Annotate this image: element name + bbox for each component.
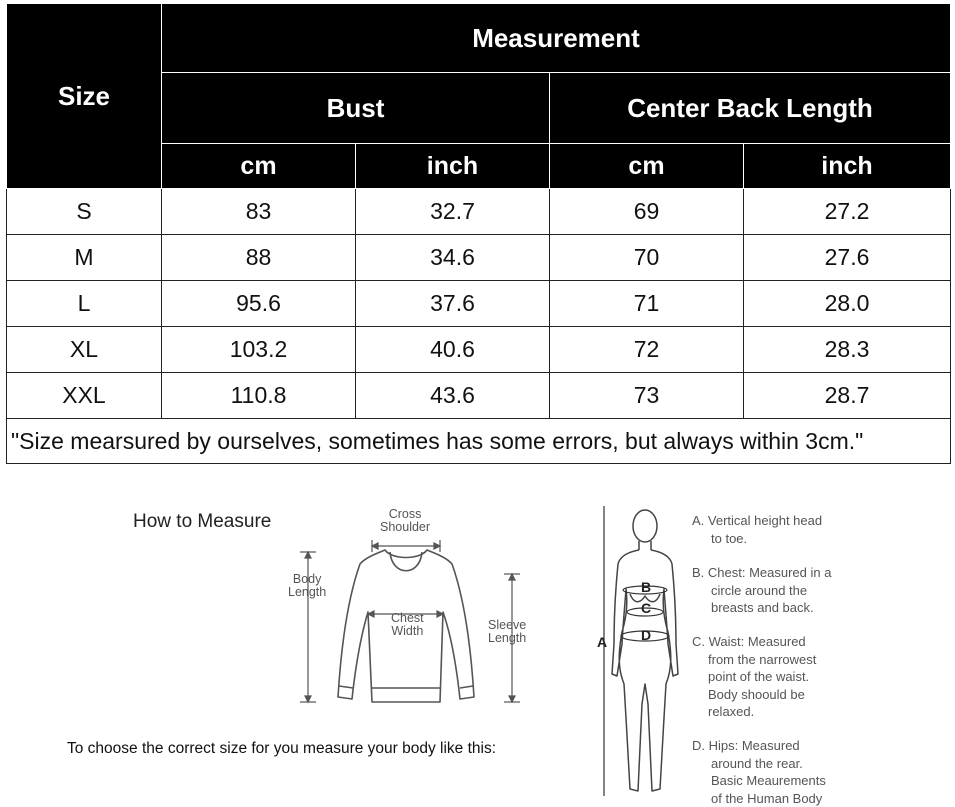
unit-header: cm	[550, 144, 744, 189]
table-row	[7, 281, 951, 327]
cross-shoulder-label	[380, 508, 430, 534]
legend-a-line2: to toe.	[692, 530, 822, 548]
how-to-measure-guide	[0, 472, 955, 802]
length-cm-cell: 70	[550, 235, 744, 281]
size-cell: XL	[7, 327, 162, 373]
length-inch-cell: 27.2	[744, 189, 951, 235]
legend-b-line3: breasts and back.	[692, 599, 831, 617]
body-length-label-line2: Length	[288, 585, 326, 599]
unit-header: inch	[744, 144, 951, 189]
size-chart-table	[6, 3, 951, 464]
length-inch-cell: 28.0	[744, 281, 951, 327]
legend-d-line3: Basic Meaurements	[692, 772, 826, 790]
measurement-header: Measurement	[162, 4, 951, 73]
center-back-length-header: Center Back Length	[550, 73, 951, 144]
chest-width-label	[391, 612, 424, 638]
table-row	[7, 373, 951, 419]
chest-width-label-line2: Width	[391, 624, 423, 638]
unit-header: cm	[162, 144, 356, 189]
size-cell: XXL	[7, 373, 162, 419]
length-cm-cell: 71	[550, 281, 744, 327]
cross-shoulder-label-line1: Cross	[389, 507, 422, 521]
bust-cm-cell: 110.8	[162, 373, 356, 419]
length-inch-cell: 27.6	[744, 235, 951, 281]
table-row	[7, 189, 951, 235]
body-point-a-letter: A	[597, 634, 607, 650]
body-point-c-letter: C	[641, 600, 651, 616]
legend-c-line3: point of the waist.	[692, 668, 816, 686]
size-cell: M	[7, 235, 162, 281]
length-inch-cell: 28.3	[744, 327, 951, 373]
legend-a-line1: A. Vertical height head	[692, 513, 822, 528]
sleeve-length-label-line1: Sleeve	[488, 618, 526, 632]
length-cm-cell: 72	[550, 327, 744, 373]
sleeve-length-label	[488, 619, 526, 645]
legend-d-line2: around the rear.	[692, 755, 826, 773]
length-inch-cell: 28.7	[744, 373, 951, 419]
bust-cm-cell: 83	[162, 189, 356, 235]
how-to-measure-title: How to Measure	[133, 511, 271, 533]
sleeve-length-label-line2: Length	[488, 631, 526, 645]
bust-inch-cell: 34.6	[356, 235, 550, 281]
legend-d-line4: of the Human Body	[692, 790, 826, 807]
table-row	[7, 327, 951, 373]
legend-c-line2: from the narrowest	[692, 651, 816, 669]
bust-cm-cell: 88	[162, 235, 356, 281]
body-point-d-letter: D	[641, 627, 651, 643]
body-length-label	[288, 573, 326, 599]
unit-header: inch	[356, 144, 550, 189]
measurement-note: "Size mearsured by ourselves, sometimes has some errors, but always within 3cm."	[7, 419, 951, 464]
size-header: Size	[7, 4, 162, 189]
legend-b	[692, 564, 831, 617]
legend-c	[692, 633, 816, 721]
legend-a	[692, 512, 822, 547]
size-cell: L	[7, 281, 162, 327]
chest-width-label-line1: Chest	[391, 611, 424, 625]
legend-b-line2: circle around the	[692, 582, 831, 600]
legend-b-line1: B. Chest: Measured in a	[692, 565, 831, 580]
legend-d-line1: D. Hips: Measured	[692, 738, 800, 753]
bust-inch-cell: 32.7	[356, 189, 550, 235]
bust-cm-cell: 95.6	[162, 281, 356, 327]
cross-shoulder-label-line2: Shoulder	[380, 520, 430, 534]
bust-inch-cell: 37.6	[356, 281, 550, 327]
bust-header: Bust	[162, 73, 550, 144]
legend-c-line5: relaxed.	[692, 703, 816, 721]
legend-c-line1: C. Waist: Measured	[692, 634, 806, 649]
bust-cm-cell: 103.2	[162, 327, 356, 373]
size-cell: S	[7, 189, 162, 235]
body-point-b-letter: B	[641, 579, 651, 595]
bust-inch-cell: 43.6	[356, 373, 550, 419]
body-figure-diagram	[590, 504, 686, 800]
choose-size-instruction: To choose the correct size for you measure your body like this:	[67, 740, 496, 758]
body-length-label-line1: Body	[293, 572, 322, 586]
length-cm-cell: 73	[550, 373, 744, 419]
length-cm-cell: 69	[550, 189, 744, 235]
legend-d	[692, 737, 826, 807]
bust-inch-cell: 40.6	[356, 327, 550, 373]
table-row	[7, 235, 951, 281]
legend-c-line4: Body shoould be	[692, 686, 816, 704]
